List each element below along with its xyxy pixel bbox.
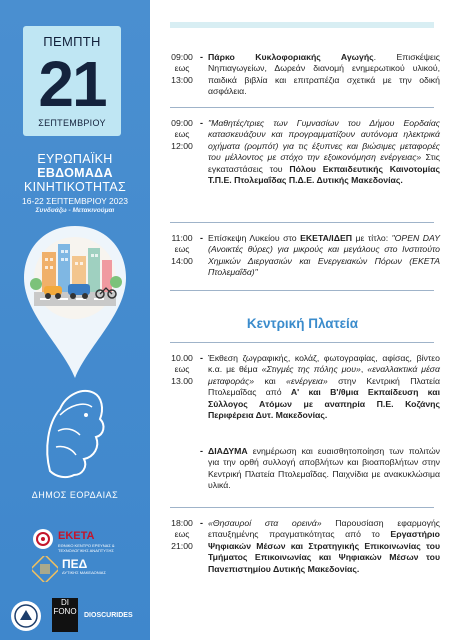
time-start: 09:00 <box>171 52 193 62</box>
top-accent-bar <box>170 22 434 28</box>
eketa-subtitle: ΕΘΝΙΚΟ ΚΕΝΤΡΟ ΕΡΕΥΝΑΣ & ΤΕΧΝΟΛΟΓΙΚΗΣ ΑΝΑΠΤΥΞΗΣ <box>58 543 115 553</box>
bullet-dash: - <box>200 446 203 456</box>
bullet-dash: - <box>200 233 203 243</box>
municipality-emblem-icon <box>30 375 120 487</box>
event-dates: 16-22 ΣΕΠΤΕΜΒΡΙΟΥ 2023 <box>22 196 128 206</box>
time-sep: εως <box>174 129 190 139</box>
divider <box>170 107 434 108</box>
dioscurides-logo: DIOSCURIDES <box>84 612 133 619</box>
divider <box>170 507 434 508</box>
difono-logo: DI FONO <box>52 598 78 632</box>
month-name: ΣΕΠΤΕΜΒΡΙΟΥ <box>38 118 106 128</box>
schedule-description: Έκθεση ζωγραφικής, κολάζ, φωτογραφίας, αφίσας, βίντεο κ.α. με θέμα «Στιγμές της πόλης μου», «εναλλακτικά μέσα μεταφοράς» και «ενέργεια» στην Κεντρική Πλατεία Πτολεμαΐδας από Α' και Β'/θμια Εκπαίδευση και Σύλλογος Ατόμων με αναπηρία Π.Ε. Κοζάνης Περιφέρεια Δυτ. Μακεδονίας. <box>208 353 441 421</box>
section-title: Κεντρική Πλατεία <box>246 316 359 331</box>
time-end: 13:00 <box>171 75 193 85</box>
time-start: 09:00 <box>171 118 193 128</box>
time-end: 12:00 <box>171 141 193 151</box>
date-card <box>23 26 121 136</box>
ped-name: ΠΕΔ <box>62 557 88 571</box>
schedule-description: Επίσκεψη Λυκείου στο ΕΚΕΤΑ/ΙΔΕΠ με τίτλο: "OPEN DAY (Ανοικτές θύρες) για μικρούς και μεγάλους στο Ινστιτούτο Χημικών Διεργασιών και Ενεργειακών Πόρων (ΕΚΕΤΑ Πτολεμαΐδα)" <box>208 233 440 278</box>
time-sep: εως <box>174 529 190 539</box>
partner-logos <box>6 596 146 636</box>
eketa-name: ΕΚΕΤΑ <box>58 530 95 542</box>
bullet-dash: - <box>200 118 203 128</box>
divider <box>170 290 434 291</box>
day-name: ΠΕΜΠΤΗ <box>43 34 101 49</box>
event-title-line3: ΚΙΝΗΤΙΚΟΤΗΤΑΣ <box>24 180 126 194</box>
time-sep: εως <box>174 244 190 254</box>
day-number: 21 <box>38 48 106 120</box>
ped-subtitle: ΔΥΤΙΚΗΣ ΜΑΚΕΔΟΝΙΑΣ <box>62 570 106 575</box>
bullet-dash: - <box>200 518 203 528</box>
map-pin-illustration <box>18 222 132 382</box>
time-start: 18:00 <box>171 518 193 528</box>
time-start: 10.00 <box>171 353 193 363</box>
schedule-description: «Θησαυροί στα ορεινά» Παρουσίαση εφαρμογής επαυξημένης πραγματικότητας από το Εργαστήριο Ψηφιακών Μέσων και Στρατηγικής Επικοινωνίας του Τμήματος Επικοινωνίας και Ψηφιακών Μέσων του Πανεπιστημίου Δυτικής Μακεδονίας. <box>208 518 440 574</box>
eketa-logo-icon <box>32 528 54 550</box>
municipality-name: ΔΗΜΟΣ ΕΟΡΔΑΙΑΣ <box>31 490 119 500</box>
ped-logo-icon <box>32 556 58 582</box>
time-end: 13.00 <box>171 376 193 386</box>
bullet-dash: - <box>200 353 203 363</box>
event-title-line1: ΕΥΡΩΠΑΪΚΗ <box>37 152 113 166</box>
time-start: 11:00 <box>171 233 193 243</box>
schedule-description: ΔΙΑΔΥΜΑ ενημέρωση και ευαισθητοποίηση των πολιτών για την ορθή συλλογή αποβλήτων και βιοαποβλήτων στην Κεντρική Πλατεία Πτολεμαΐδας. Παιχνίδια με ανακυκλώσιμα υλικά. <box>208 446 440 491</box>
event-title-line2: ΕΒΔΟΜΑΔΑ <box>37 166 113 180</box>
time-sep: εως <box>174 364 190 374</box>
time-end: 21:00 <box>171 541 193 551</box>
schedule-description: Πάρκο Κυκλοφοριακής Αγωγής. Επισκέψεις Νηπιαγωγείων, Δωρεάν διανομή ενημερωτικού υλικού, παιδικά βιβλία και επιτραπέζια σχετικά με την οδική ασφάλεια. <box>208 52 440 97</box>
bullet-dash: - <box>200 52 203 62</box>
time-sep: εως <box>174 63 190 73</box>
divider <box>170 222 434 223</box>
divider <box>170 342 434 343</box>
time-end: 14:00 <box>171 256 193 266</box>
sidebar <box>0 0 150 640</box>
partner-circle-logo-icon <box>10 600 42 632</box>
event-slogan: Συνδυάζω - Μετακινούμαι <box>35 207 115 214</box>
schedule-description: "Μαθητές/τριες των Γυμνασίων του Δήμου Εορδαίας κατασκευάζουν και προγραμματίζουν αυτόνομα ηλεκτρικά οχήματα (ρομπότ) για τις έξυπνες και βιώσιμες μεταφορές του μέλλοντος με στόχο την εξοικονόμηση ενέργειας» Στις εγκαταστάσεις του Πόλου Εκπαιδευτικής Καινοτομίας Τ.Π.Ε. Πτολεμαΐδας Π.Δ.Ε. Δυτικής Μακεδονίας. <box>208 118 440 186</box>
